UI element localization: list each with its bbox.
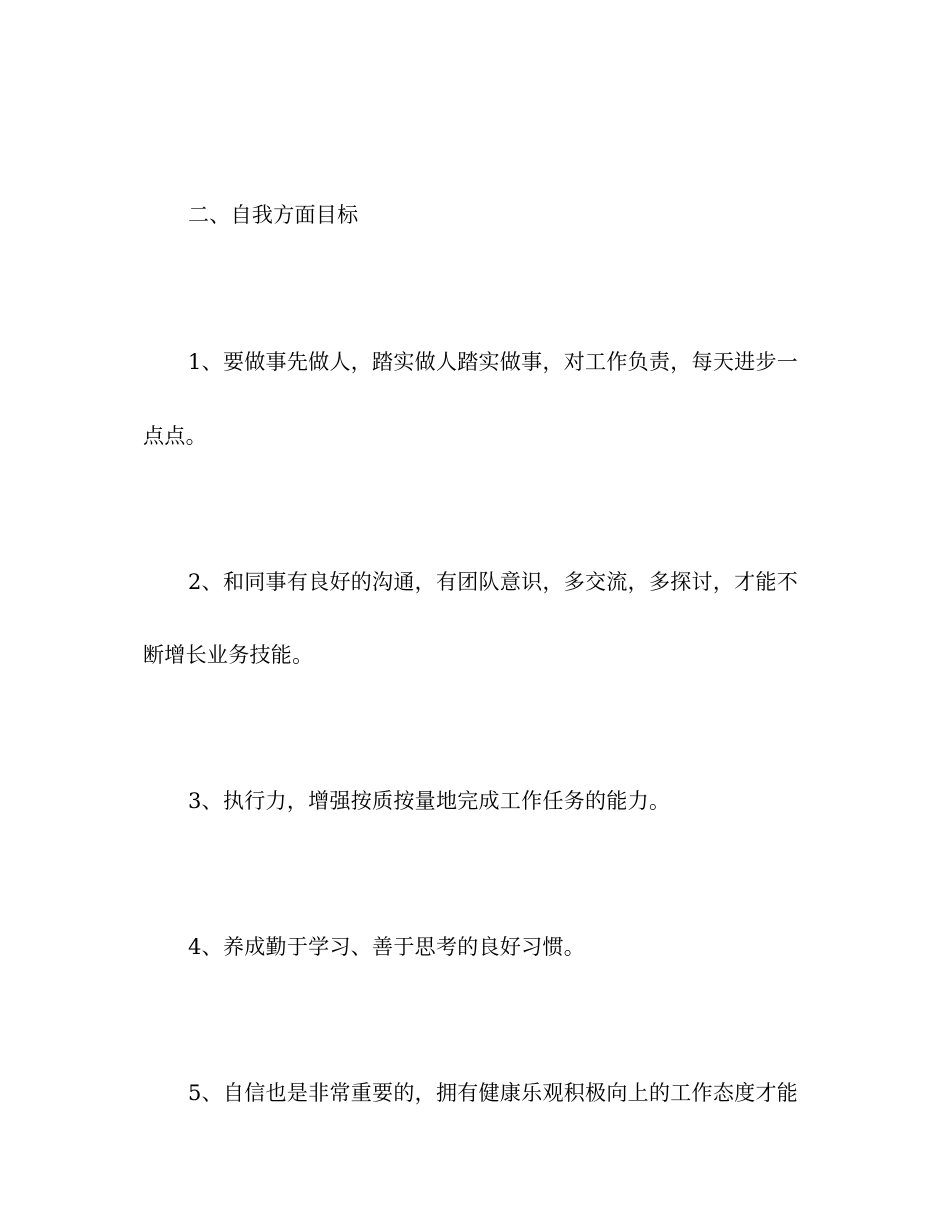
list-item-5-line-1: 5、自信也是非常重要的，拥有健康乐观积极向上的工作态度才能 — [188, 1081, 799, 1105]
list-item-2-line-2: 断增长业务技能。 — [143, 643, 314, 667]
section-heading: 二、自我方面目标 — [188, 203, 359, 227]
list-item-2-line-1: 2、和同事有良好的沟通，有团队意识，多交流，多探讨，才能不 — [188, 570, 799, 594]
list-item-3: 3、执行力，增强按质按量地完成工作任务的能力。 — [188, 789, 671, 813]
list-item-1-line-2: 点点。 — [143, 424, 207, 448]
list-item-4: 4、养成勤于学习、善于思考的良好习惯。 — [188, 935, 586, 959]
list-item-1-line-1: 1、要做事先做人，踏实做人踏实做事，对工作负责，每天进步一 — [188, 350, 799, 374]
